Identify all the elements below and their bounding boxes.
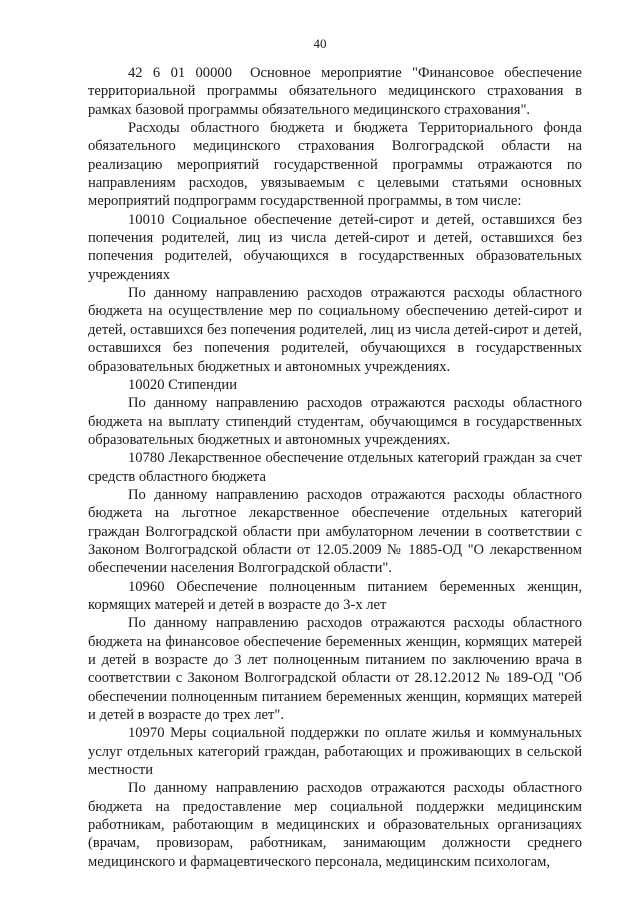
heading-10960: 10960 Обеспечение полноценным питанием беременных женщин, кормящих матерей и детей в возрасте до 3-х лет [88, 578, 582, 613]
heading-10970: 10970 Меры социальной поддержки по оплате жилья и коммунальных услуг отдельных категорий граждан, работающих и проживающих в сельской местности [88, 725, 582, 779]
paragraph-10780: По данному направлению расходов отражаются расходы областного бюджета на льготное лекарственное обеспечение отдельных категорий граждан Волгоградской области при амбулаторном лечении в соответствии с Законом Волгоградской области от 12.05.2009 № 1885-ОД "О лекарственном обеспечении населения Волгоградской области". [88, 486, 582, 577]
heading-10780: 10780 Лекарственное обеспечение отдельных категорий граждан за счет средств областного бюджета [88, 450, 582, 485]
target-code: 42 6 01 00000 [128, 65, 232, 81]
heading-10010: 10010 Социальное обеспечение детей-сирот и детей, оставшихся без попечения родителей, лиц из числа детей-сирот и детей, оставшихся без попечения родителей, обучающихся в государственных образовательных учреждениях [88, 211, 582, 283]
paragraph-main-event [88, 64, 582, 119]
page-number: 40 [313, 36, 327, 51]
paragraph-10960: По данному направлению расходов отражаются расходы областного бюджета на финансовое обеспечение беременных женщин, кормящих матерей и детей в возрасте до 3 лет полноценным питанием по заключению врача в соответствии с Законом Волгоградской области от 28.12.2012 № 189-ОД "Об обеспечении полноценным питанием беременных женщин, кормящих матерей и детей в возрасте до трех лет". [88, 615, 582, 724]
document-body [88, 64, 582, 871]
paragraph-intro: Расходы областного бюджета и бюджета Территориального фонда обязательного медицинского страхования Волгоградской области на реализацию мероприятий государственной программы отражаются по направлениям расходов, увязываемым с целевыми статьями основных мероприятий подпрограмм государственной программы, в том числе: [88, 120, 582, 210]
paragraph-10010: По данному направлению расходов отражаются расходы областного бюджета на осуществление мер по социальному обеспечению детей-сирот и детей, оставшихся без попечения родителей, лиц из числа детей-сирот и детей, оставшихся без попечения родителей, обучающихся в государственных образовательных бюджетных и автономных учреждениях. [88, 285, 582, 375]
heading-10020: 10020 Стипендии [128, 376, 238, 393]
paragraph-10970: По данному направлению расходов отражаются расходы областного бюджета на предоставление мер социальной поддержки медицинским работникам, работающим в медицинских и образовательных организациях (врачам, провизорам, работникам, занимающим должности среднего медицинского и фармацевтического персонала, медицинским психологам, [88, 780, 582, 870]
paragraph-10020: По данному направлению расходов отражаются расходы областного бюджета на выплату стипендий студентам, обучающимся в государственных образовательных бюджетных и автономных учреждениях. [88, 395, 582, 448]
paragraph-text: Основное мероприятие "Финансовое обеспечение территориальной программы обязательного медицинского страхования в рамках базовой программы обязательного медицинского страхования". [88, 65, 582, 118]
